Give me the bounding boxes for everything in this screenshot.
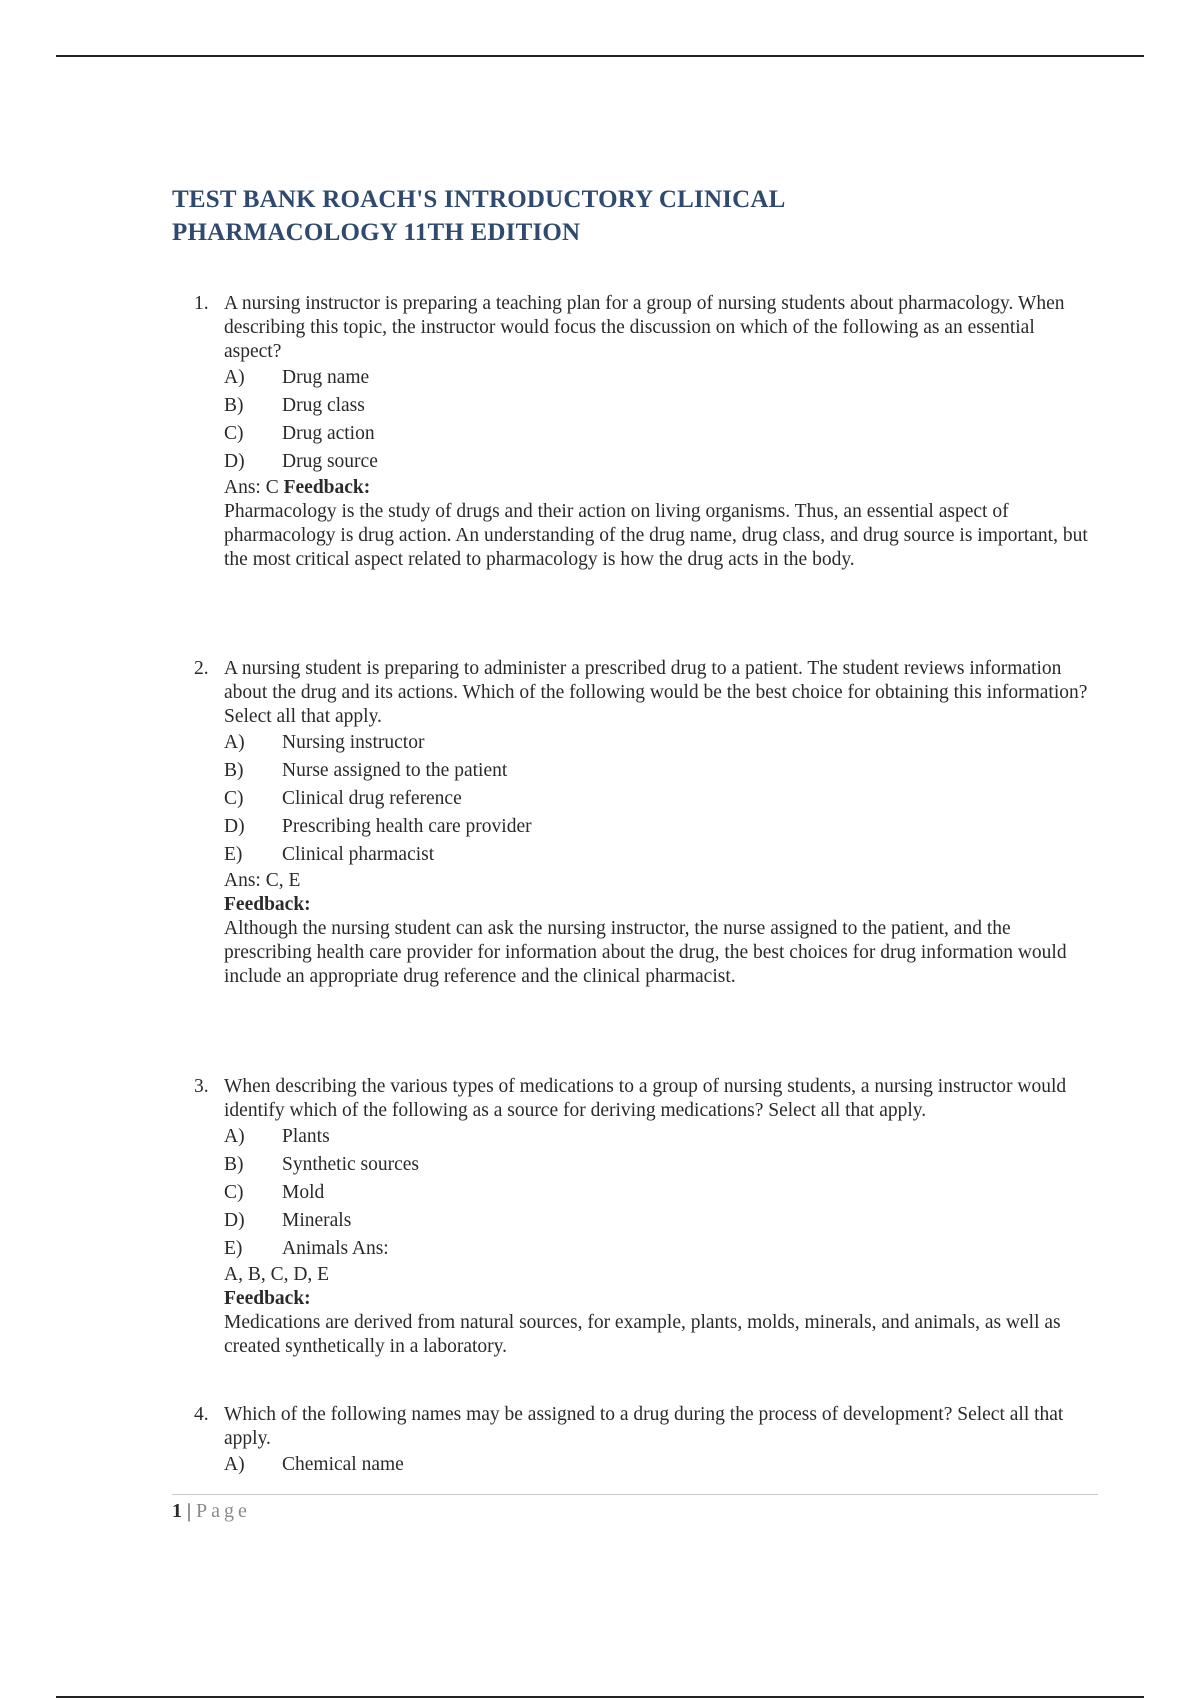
footer-separator: | bbox=[187, 1500, 192, 1522]
bottom-rule bbox=[56, 1696, 1144, 1698]
question-number: 4. bbox=[194, 1404, 209, 1425]
feedback-label: Feedback: bbox=[224, 894, 311, 915]
question-text: When describing the various types of medications to a group of nursing students, a nursing instructor would identify which of the following as a source for deriving medications? Select all that apply. bbox=[224, 1076, 1067, 1121]
question-2 bbox=[172, 657, 1092, 989]
page-word: Page bbox=[196, 1500, 251, 1522]
option-b: B) Drug class bbox=[224, 395, 365, 416]
option-c: C) Clinical drug reference bbox=[224, 788, 462, 809]
option-e: E) Clinical pharmacist bbox=[224, 844, 435, 865]
question-1 bbox=[172, 292, 1092, 572]
header-rule bbox=[56, 55, 1144, 57]
option-a: A) Plants bbox=[224, 1126, 330, 1147]
question-3 bbox=[172, 1075, 1092, 1359]
page-number: 1 bbox=[172, 1500, 182, 1522]
answer: Ans: C, E bbox=[224, 870, 301, 891]
option-c: C) Drug action bbox=[224, 423, 375, 444]
answer: Ans: C bbox=[224, 477, 279, 498]
option-a: A) Nursing instructor bbox=[224, 732, 425, 753]
question-text: Which of the following names may be assigned to a drug during the process of development? Select all that apply. bbox=[224, 1404, 1064, 1449]
option-d: D) Prescribing health care provider bbox=[224, 816, 532, 837]
document-title: TEST BANK ROACH'S INTRODUCTORY CLINICAL PHARMACOLOGY 11TH EDITION bbox=[172, 186, 785, 246]
option-a: A) Chemical name bbox=[224, 1454, 404, 1475]
feedback-text: Pharmacology is the study of drugs and their action on living organisms. Thus, an essential aspect of pharmacology is drug action. An understanding of the drug name, drug class, and drug source is important, but the most critical aspect related to pharmacology is how the drug acts in the body. bbox=[224, 501, 1088, 570]
option-c: C) Mold bbox=[224, 1182, 325, 1203]
feedback-label: Feedback: bbox=[224, 1288, 311, 1309]
question-text: A nursing instructor is preparing a teaching plan for a group of nursing students about pharmacology. When describing this topic, the instructor would focus the discussion on which of the following as an essential aspect? bbox=[224, 293, 1065, 362]
option-a: A) Drug name bbox=[224, 367, 370, 388]
feedback-text: Medications are derived from natural sources, for example, plants, molds, minerals, and animals, as well as created synthetically in a laboratory. bbox=[224, 1312, 1061, 1357]
answer: A, B, C, D, E bbox=[224, 1264, 330, 1285]
question-number: 1. bbox=[194, 293, 209, 314]
footer-rule bbox=[172, 1494, 1098, 1495]
option-b: B) Nurse assigned to the patient bbox=[224, 760, 508, 781]
option-d: D) Drug source bbox=[224, 451, 378, 472]
option-e: E) Animals Ans: bbox=[224, 1238, 389, 1259]
feedback-label: Feedback: bbox=[283, 477, 371, 498]
option-b: B) Synthetic sources bbox=[224, 1154, 420, 1175]
option-d: D) Minerals bbox=[224, 1210, 352, 1231]
page-footer bbox=[172, 1500, 251, 1523]
question-number: 2. bbox=[194, 658, 209, 679]
answer-line bbox=[224, 476, 1092, 500]
question-number: 3. bbox=[194, 1076, 209, 1097]
feedback-text: Although the nursing student can ask the nursing instructor, the nurse assigned to the patient, and the prescribing health care provider for information about the drug, the best choices for drug information would include an appropriate drug reference and the clinical pharmacist. bbox=[224, 918, 1067, 987]
question-4 bbox=[172, 1403, 1092, 1479]
question-text: A nursing student is preparing to administer a prescribed drug to a patient. The student reviews information about the drug and its actions. Which of the following would be the best choice for obtaining this information? Select all that apply. bbox=[224, 658, 1088, 727]
